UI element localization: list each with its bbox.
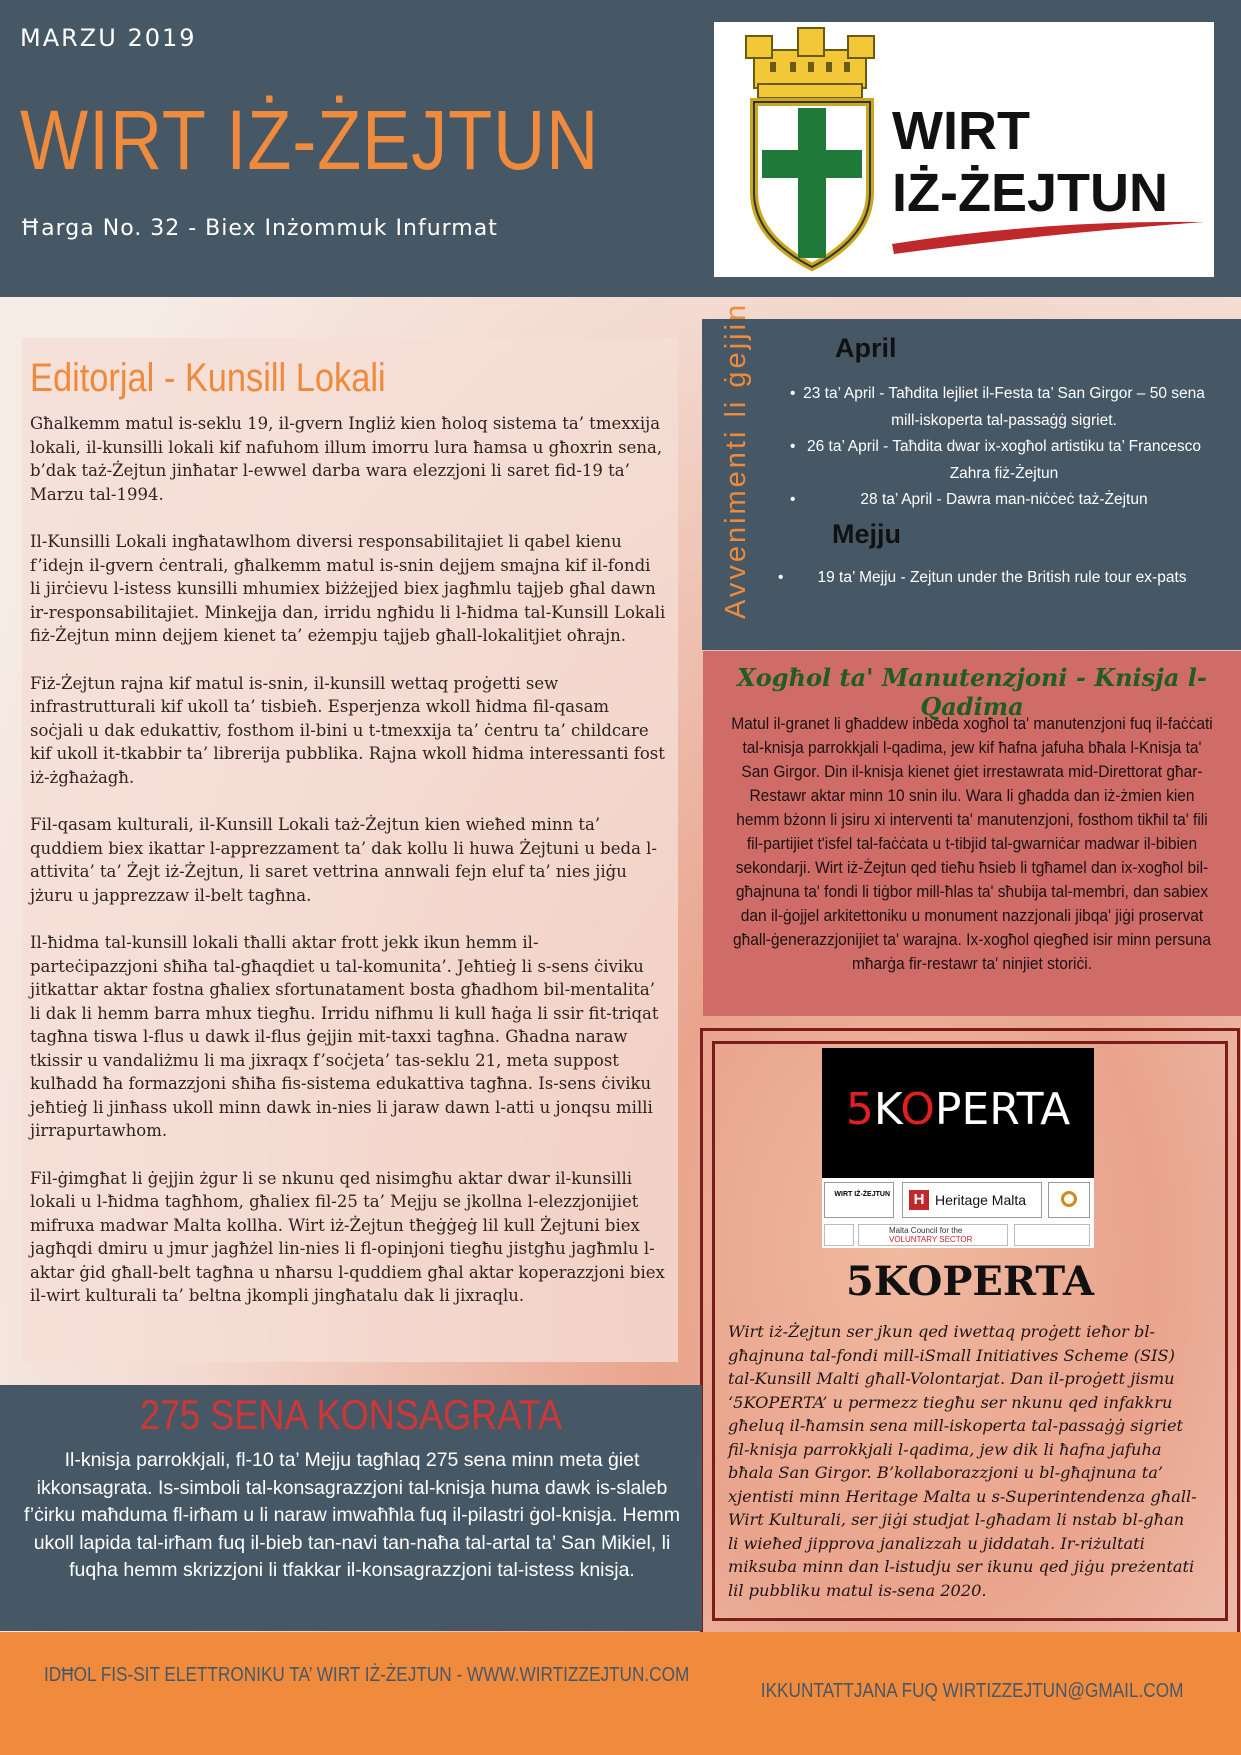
list-item: • 23 ta’ April - Taħdita lejliet il-Festa ta’ San Girgor – 50 sena mill-iskoperta tal-passaġġ sigriet.	[794, 381, 1214, 434]
issue-date: MARZU 2019	[20, 24, 197, 52]
skoperta-logo	[822, 1048, 1094, 1178]
editorial-paragraph: Fil-qasam kulturali, il-Kunsill Lokali taż-Żejtun kien wieħed minn ta’ quddiem biex ikattar l-apprezzament ta’ dak kollu li huwa Żejtuni u beda l-attivita’ ta’ Żejt iż-Żejtun, li saret vettrina annwali fejn eluf ta’ nies jiġu jżuru u japprezzaw il-belt tagħna.	[30, 815, 658, 905]
partner-logo-heritage-malta: H Heritage Malta	[902, 1182, 1042, 1218]
maintenance-body: Matul il-granet li għaddew inbeda xogħol ta' manutenzjoni fuq il-faċċati tal-knisja parrokkjali l-qadima, jew kif ħafna jafuha bħala l-Knisja ta' San Girgor. Din il-knisja kienet ġiet irrestawrata mid-Direttorat għar-Restawr aktar minn 10 snin ilu. Wara li għadda dan iż-żmien kien hemm bżonn li jsiru xi interventi ta' manutenzjoni, fosthom tikħil ta' fili fil-partijiet t'isfel tal-faċċata u t-tibjid tal-gwarniċar madwar il-bibien sekondarji. Wirt iż-Żejtun qed tieħu ħsieb li tgħamel dan ix-xogħol bil-għajnuna ta' fondi li tiġbor mill-ħlas ta' sħubija tal-membri, dan sabiex dan il-ġojjel arkitettoniku u monument nazzjonali jibqa' jiġi proservat għall-ġenerazzjonijiet ta' warajna. Ix-xogħol qiegħed isir minn persuna mħarġa fir-restawr ta' ninjiet storiċi.	[731, 715, 1213, 973]
partner-logos-strip	[822, 1178, 1094, 1248]
editorial-paragraph: Fil-ġimgħat li ġejjin żgur li se nkunu qed nisimgħu aktar dwar il-kunsilli lokali u l-ħidma tagħhom, għaliex fil-25 ta’ Mejju se jkollna l-elezzjonijiet mifruxa madwar Malta kollha. Wirt iż-Żejtun tħeġġeġ lil kull Żejtuni biex jagħqdi dmiru u jmur jagħżel lin-nies li fl-opinjoni tiegħu jistgħu jagħmlu l-aktar ġid għall-belt tagħna u nħarsu l-quddiem għal aktar koperazzjoni biex il-wirt kulturali ta’ beltna jkompli jingħatalu dak li jixraqlu.	[30, 1168, 665, 1305]
newsletter-title: WIRT IŻ-ŻEJTUN	[20, 93, 600, 187]
partner-logo-wirt: WIRT IŻ-ŻEJTUN	[824, 1182, 894, 1218]
footer	[0, 1632, 1241, 1755]
skoperta-body: Wirt iż-Żejtun ser jkun qed iwettaq proġett ieħor bl-għajnuna tal-fondi mill-iSmall Initiatives Scheme (SIS) tal-Kunsill Malti għall-Volontarjat. Dan il-proġett jismu ‘5KOPERTA’ u permezz tiegħu ser nkunu qed infakkru għeluq il-ħamsin sena mill-iskoperta tal-passaġġ sigriet fil-knisja parrokkjali l-qadima, jew dik li ħafna jafuha bħala San Girgor. B’kollaborazzjoni u bl-għajnuna ta’ xjentisti minn Heritage Malta u s-Superintendenza għall-Wirt Kulturali, ser jiġi studjat l-għadam li nstab bl-għan li wieħed jipprova janalizzah u jiddatah. Ir-riżultati miksuba minn dan l-istudju ser ikunu qed jiġu preżentati lil pubbliku matul is-sena 2020.	[728, 1322, 1197, 1600]
partner-logo-small	[824, 1224, 854, 1246]
logo-text-zejtun: IŻ-ŻEJTUN	[892, 163, 1168, 223]
skoperta-heading: 5KOPERTA	[845, 1258, 1095, 1305]
seal-icon	[1061, 1191, 1077, 1207]
footer-website-link[interactable]: IDĦOL FIS-SIT ELETTRONIKU TA’ WIRT IŻ-ŻEJTUN - WWW.WIRTIZZEJTUN.COM	[44, 1664, 690, 1686]
events-vertical-title: Avvenimenti li ġejjin	[720, 301, 752, 619]
partner-logo-superintendence	[1048, 1182, 1090, 1218]
footer-contact-email[interactable]: IKKUNTATTJANA FUQ WIRTIZZEJTUN@GMAIL.COM	[760, 1680, 1183, 1702]
editorial-paragraph: Fiż-Żejtun rajna kif matul is-snin, il-kunsill wettaq proġetti sew infrastrutturali kif ukoll ta’ tisbieħ. Esperjenza wkoll ħidma fil-qasam soċjali u dak edukattiv, fosthom il-bini u t-tmexxija ta’ ċentru ta’ childcare kif ukoll it-tkabbir ta’ librerija pubblika. Rajna wkoll ħidma interessanti fost iż-żgħażagħ.	[30, 673, 665, 787]
konsagrata-body: Il-knisja parrokkjali, fl-10 ta’ Mejju tagħlaq 275 sena minn meta ġiet ikkonsagrata. Is-simboli tal-konsagrazzjoni tal-knisja huma dawk is-slaleb f’ċirku maħduma fl-irħam u li naraw imwaħħla fuq il-pilastri ġol-knisja. Hemm ukoll lapida tal-irħam fuq il-bieb tan-navi tan-naħa tal-artal ta’ San Mikiel, li fuqha hemm skrizzjoni li tfakkar il-konsagrazzjoni tal-istess knisja.	[24, 1449, 680, 1581]
partner-logo-government	[1014, 1224, 1090, 1246]
month-april: April	[835, 333, 897, 363]
editorial-panel	[22, 338, 678, 1362]
upcoming-events-panel	[702, 301, 1241, 650]
wirt-zejtun-logo	[714, 22, 1214, 277]
editorial-paragraph: Għalkemm matul is-seklu 19, il-gvern Ingliż kien ħoloq sistema ta’ tmexxija lokali, il-kunsilli lokali kif nafuhom illum imorru lura ħamsa u għoxrin sena, b’dak taż-Żejtun jinħatar l-ewwel darba wara elezzjoni li saret fid-19 ta’ Marzu tal-1994.	[30, 414, 663, 504]
month-mejju: Mejju	[832, 519, 902, 549]
masthead	[0, 0, 1241, 297]
editorial-body	[30, 412, 666, 1332]
editorial-title: Editorjal - Kunsill Lokali	[30, 356, 386, 400]
maintenance-title: Xogħol ta' Manutenzjoni - Knisja l-Qadima	[737, 663, 1207, 721]
editorial-paragraph: Il-ħidma tal-kunsill lokali tħalli aktar frott jekk ikun hemm il-parteċipazzjoni sħiħa tal-għaqdiet u tal-komunita’. Jeħtieġ li s-sens ċiviku jitkattar aktar fostna għaliex sfortunatament bosta għadhom bil-mentalita’ li dak li hemm barra mhux tiegħu. Irridu nifhmu li kull ħaġa li ssir fit-triqat tagħna tiswa l-flus u dawk il-flus ġejjin mit-taxxi tagħna. Għadna naraw tkissir u vandaliżmu li ma jixraqx f’soċjeta’ tas-seklu 21, meta suppost kulħadd ħa formazzjoni sħiħa fis-sistema edukattiva tagħna. Is-sens ċiviku jeħtieġ li jinħass ukoll minn dawk in-nies li jaraw dawn l-atti u jonqsu milli jirrapurtawhom.	[30, 933, 659, 1140]
april-events-list	[794, 381, 1214, 514]
heritage-malta-icon: H	[909, 1190, 929, 1210]
editorial-paragraph: Il-Kunsilli Lokali ingħatawlhom diversi responsabilitajiet li qabel kienu f’idejn il-gvern ċentrali, għalkemm matul is-snin dejjem smajna kif il-fondi li jirċievu l-istess kunsilli mhumiex biżżejjed biex jagħmlu tajjeb għal dawn ir-responsabilitajiet. Minkejja dan, irridu ngħidu li l-ħidma tal-Kunsill Lokali fiż-Żejtun minn dejjem kienet ta’ eżempju tajjeb għall-lokalitjiet oħrajn.	[30, 532, 666, 645]
maintenance-panel	[703, 651, 1241, 1016]
skoperta-logo-text: 5KOPERTA	[845, 1084, 1071, 1135]
konsagrata-title: 275 SENA KONSAGRATA	[139, 1391, 563, 1438]
list-item: • 28 ta’ April - Dawra man-niċċeċ taż-Żejtun	[794, 487, 1214, 514]
mejju-events-list	[782, 565, 1222, 592]
partner-logo-mcvs: Malta Council for the VOLUNTARY SECTOR	[858, 1224, 1008, 1246]
logo-text-wirt: WIRT	[892, 101, 1030, 161]
list-item: • 19 ta’ Mejju - Zejtun under the British rule tour ex-pats	[782, 565, 1222, 592]
issue-subtitle: Ħarga No. 32 - Biex Inżommuk Infurmat	[20, 216, 498, 241]
list-item: • 26 ta’ April - Taħdita dwar ix-xogħol artistiku ta’ Francesco Zahra fiż-Żejtun	[794, 434, 1214, 487]
konsagrata-panel	[0, 1385, 702, 1631]
